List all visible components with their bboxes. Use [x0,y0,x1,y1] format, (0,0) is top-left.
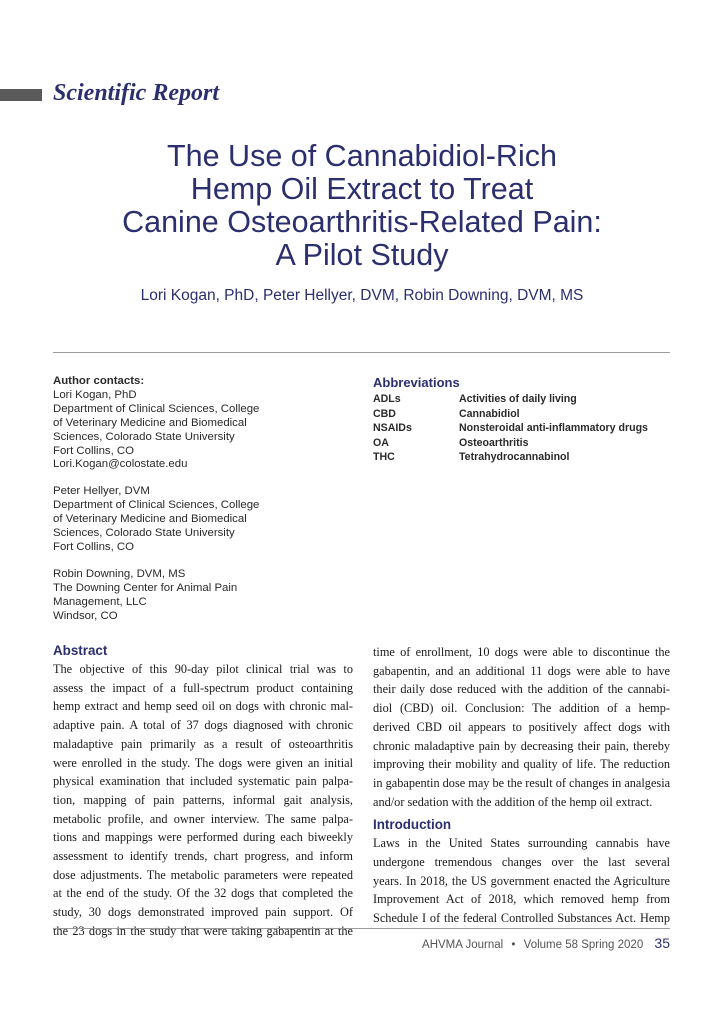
text-line: undergone tremendous changes over the last several [373,855,670,870]
contact-block [53,485,353,555]
divider [53,928,670,929]
text-line: time of enrollment, 10 dogs were able to discontinue the [373,645,670,659]
text-line: tion, mapping of pain patterns, informal gait analysis, [53,792,353,807]
contact-block [53,568,353,624]
text-line: and/or sedation with the addition of the hemp oil extract. [373,794,653,809]
contact-email[interactable]: Lori.Kogan@colostate.edu [53,458,188,471]
text-line: years. In 2018, the US government enacted the Agriculture [373,873,670,888]
text-line: study, 30 dogs demonstrated improved pain support. Of [53,905,353,920]
abbreviation: CBD [373,407,396,420]
text-line: diol (CBD) oil. Conclusion: The addition of a hemp- [373,701,670,716]
contact-line: Department of Clinical Sciences, College [53,499,260,512]
introduction-heading: Introduction [373,817,452,833]
contact-line: of Veterinary Medicine and Biomedical [53,513,247,526]
text-line: in gabapentin dose may be the result of changes in analgesia [373,775,671,790]
contact-line: The Downing Center for Animal Pain [53,581,238,594]
contact-line: Windsor, CO [53,609,118,622]
abbreviation-row [373,436,673,451]
text-line: physical examination that included systematic pain palpa- [53,774,353,789]
title-line: A Pilot Study [275,238,449,272]
page-footer [422,935,670,951]
right-column [373,643,670,928]
text-line: Improvement Act of 2018, which removed hemp from [373,892,670,907]
text-line: assessment to identify trends, chart progress, and inform [53,849,353,864]
abbreviation-meaning: Osteoarthritis [459,436,529,449]
contact-line: Lori Kogan, PhD [53,388,137,401]
text-line: hemp extract and hemp seed oil on dogs with chronic mal- [53,699,353,714]
text-line: Schedule I of the federal Controlled Substances Act. Hemp [373,911,670,926]
author-contacts [53,375,353,637]
article-title [60,140,664,272]
title-line: Canine Osteoarthritis-Related Pain: [122,205,602,239]
text-line: improving their mobility and quality of life. The reduction [373,757,670,772]
abstract-continued [373,643,670,811]
text-line: adaptive pain. A total of 37 dogs diagnosed with chronic [53,718,353,733]
footer-separator: • [511,939,516,951]
page-number: 35 [654,935,670,951]
text-line: derived CBD oil appears to positively affect dogs with [373,719,670,734]
author-list: Lori Kogan, PhD, Peter Hellyer, DVM, Robin Downing, DVM, MS [140,287,584,304]
contact-line: Management, LLC [53,595,147,608]
text-line: maladaptive pain primarily as a result of osteoarthritis [53,736,353,751]
text-line: their daily dose reduced with the addition of the cannabi- [373,682,670,697]
contact-line: Sciences, Colorado State University [53,430,235,443]
abbreviation: THC [373,451,395,463]
text-line: the 23 dogs in the study that were taking gabapentin at the [53,923,353,938]
abstract-body [53,660,353,941]
section-label: Scientific Report [53,80,219,106]
abbreviations-heading: Abbreviations [373,375,460,390]
author-contacts-heading: Author contacts: [53,375,145,387]
abbreviation-meaning: Cannabidiol [459,407,520,420]
abstract-column [53,643,353,941]
title-line: The Use of Cannabidiol-Rich [167,139,557,173]
section-marker-bar [0,89,42,101]
abbreviation-meaning: Tetrahydrocannabinol [459,451,570,463]
abbreviation: NSAIDs [373,422,412,434]
text-line: chronic maladaptive pain by decreasing their pain, thereby [373,738,670,753]
contact-line: Peter Hellyer, DVM [53,485,150,498]
text-line: metabolic profile, and owner interview. The same palpa- [53,811,353,826]
journal-name: AHVMA Journal [422,939,504,951]
contact-line: of Veterinary Medicine and Biomedical [53,416,247,429]
abbreviation-meaning: Activities of daily living [459,393,577,405]
abbreviation-row [373,421,673,436]
abbreviation-row [373,407,673,422]
text-line: gabapentin, and an additional 11 dogs were able to have [373,663,670,678]
contact-line: Fort Collins, CO [53,444,135,457]
abbreviation: ADLs [373,393,401,405]
abbreviations-box [373,375,673,465]
abstract-heading: Abstract [53,643,108,658]
introduction-body [373,834,670,928]
text-line: The objective of this 90-day pilot clinical trial was to [53,662,353,676]
abbreviation-row [373,392,673,407]
divider [53,352,670,353]
text-line: tions and mappings were performed during each biweekly [53,830,353,845]
title-line: Hemp Oil Extract to Treat [190,172,534,206]
contact-block [53,389,353,472]
contact-line: Sciences, Colorado State University [53,527,235,540]
text-line: Laws in the United States surrounding cannabis have [373,836,670,851]
text-line: at the end of the study. Of the 32 dogs that completed the [53,886,353,901]
abbreviation-row [373,450,673,465]
text-line: assess the impact of a full-spectrum product containing [53,680,353,695]
abbreviation-meaning: Nonsteroidal anti-inflammatory drugs [459,422,648,434]
text-line: were enrolled in the study. The dogs were given an initial [53,755,353,770]
abbreviation: OA [373,436,389,449]
contact-line: Fort Collins, CO [53,540,135,553]
journal-volume: Volume 58 Spring 2020 [523,939,644,951]
text-line: dose adjustments. The metabolic parameters were repeated [53,867,353,882]
contact-line: Robin Downing, DVM, MS [53,567,186,580]
contact-line: Department of Clinical Sciences, College [53,402,260,415]
